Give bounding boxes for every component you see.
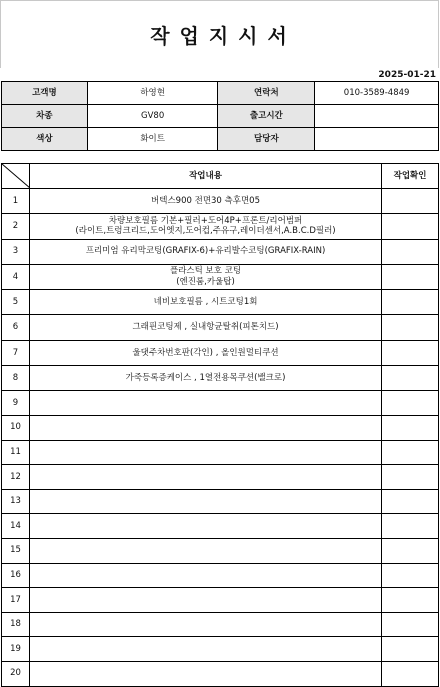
work-content-cell [29, 239, 381, 264]
table-row [2, 415, 439, 440]
release-time-label: 출고시간 [218, 105, 315, 128]
customer-value: 하영현 [87, 82, 218, 105]
work-content-cell [29, 588, 381, 613]
work-content-line: 프리미엄 유리막코팅(GRAFIX-6)+유리발수코팅(GRAFIX-RAIN) [85, 246, 326, 257]
work-content-cell [29, 415, 381, 440]
work-table-header [2, 164, 439, 189]
work-check-cell[interactable] [382, 661, 439, 686]
work-content-cell [29, 612, 381, 637]
work-content-cell [29, 514, 381, 539]
info-row [2, 105, 439, 128]
work-check-cell[interactable] [382, 391, 439, 416]
row-number: 3 [2, 239, 30, 264]
table-row [2, 239, 439, 264]
row-number: 6 [2, 315, 30, 340]
work-check-cell[interactable] [382, 239, 439, 264]
color-label: 색상 [2, 128, 88, 151]
row-number: 19 [2, 637, 30, 662]
work-content-cell [29, 264, 381, 289]
work-check-cell[interactable] [382, 637, 439, 662]
table-row [2, 340, 439, 365]
row-number: 5 [2, 290, 30, 315]
work-content-cell [29, 315, 381, 340]
row-number: 2 [2, 214, 30, 239]
table-row [2, 366, 439, 391]
table-row [2, 391, 439, 416]
work-content-cell [29, 340, 381, 365]
table-row [2, 538, 439, 563]
table-row [2, 661, 439, 686]
row-number: 9 [2, 391, 30, 416]
row-number: 20 [2, 661, 30, 686]
work-content-cell [29, 563, 381, 588]
table-row [2, 290, 439, 315]
work-content-header: 작업내용 [29, 164, 381, 189]
row-number: 11 [2, 440, 30, 465]
release-time-value [315, 105, 439, 128]
work-content-line: 플라스틱 보호 코팅 [169, 266, 242, 277]
work-content-line: 가죽등록증케이스 , 1열전용목쿠션(밸크로) [125, 372, 286, 383]
work-content-line: 차량보호필름 기본+필러+도어4P+프론트/리어범퍼 [108, 215, 303, 226]
row-number: 12 [2, 465, 30, 490]
work-content-subline: (엔진룸,카울탑) [176, 277, 235, 288]
work-check-cell[interactable] [382, 588, 439, 613]
document-date: 2025-01-21 [378, 70, 436, 80]
row-number: 1 [2, 189, 30, 214]
info-row [2, 128, 439, 151]
work-check-cell[interactable] [382, 315, 439, 340]
work-check-cell[interactable] [382, 563, 439, 588]
row-number: 17 [2, 588, 30, 613]
row-number: 18 [2, 612, 30, 637]
color-value: 화이트 [87, 128, 218, 151]
work-check-cell[interactable] [382, 538, 439, 563]
model-label: 차종 [2, 105, 88, 128]
table-row [2, 315, 439, 340]
work-content-line: 네비보호필름 , 시트코팅1회 [153, 297, 258, 308]
work-check-cell[interactable] [382, 340, 439, 365]
work-check-cell[interactable] [382, 290, 439, 315]
table-row [2, 264, 439, 289]
table-row [2, 588, 439, 613]
work-check-cell[interactable] [382, 264, 439, 289]
table-row [2, 440, 439, 465]
row-number: 13 [2, 489, 30, 514]
work-check-cell[interactable] [382, 366, 439, 391]
row-number: 10 [2, 415, 30, 440]
manager-label: 담당자 [218, 128, 315, 151]
work-content-cell [29, 440, 381, 465]
work-content-cell [29, 189, 381, 214]
table-row [2, 214, 439, 239]
row-number: 7 [2, 340, 30, 365]
table-row [2, 189, 439, 214]
row-number: 8 [2, 366, 30, 391]
work-content-cell [29, 290, 381, 315]
contact-label: 연락처 [218, 82, 315, 105]
info-table [1, 81, 439, 151]
table-row [2, 514, 439, 539]
row-number: 4 [2, 264, 30, 289]
work-content-line: 버텍스900 전면30 측후면05 [151, 195, 260, 206]
table-row [2, 563, 439, 588]
row-number: 14 [2, 514, 30, 539]
work-content-cell [29, 366, 381, 391]
work-check-cell[interactable] [382, 514, 439, 539]
row-number: 15 [2, 538, 30, 563]
contact-value: 010-3589-4849 [315, 82, 439, 105]
work-check-cell[interactable] [382, 440, 439, 465]
manager-value [315, 128, 439, 151]
table-row [2, 489, 439, 514]
work-content-cell [29, 661, 381, 686]
work-check-cell[interactable] [382, 415, 439, 440]
work-table [1, 163, 439, 687]
diagonal-header-cell [2, 164, 30, 189]
work-content-line: 울댓주차번호판(각인) , 올인원멀티쿠션 [132, 347, 279, 358]
work-content-subline: (라이트,트렁크리드,도어엣지,도어컵,주유구,레이더센서,A.B.C.D필러) [75, 226, 336, 237]
work-check-cell[interactable] [382, 465, 439, 490]
customer-label: 고객명 [2, 82, 88, 105]
work-check-cell[interactable] [382, 189, 439, 214]
work-content-cell [29, 637, 381, 662]
work-content-cell [29, 465, 381, 490]
work-check-cell[interactable] [382, 612, 439, 637]
table-row [2, 612, 439, 637]
work-check-cell[interactable] [382, 214, 439, 239]
work-content-cell [29, 214, 381, 239]
work-check-header: 작업확인 [382, 164, 439, 189]
info-row [2, 82, 439, 105]
work-content-cell [29, 391, 381, 416]
row-number: 16 [2, 563, 30, 588]
model-value: GV80 [87, 105, 218, 128]
diagonal-line [2, 164, 30, 188]
work-check-cell[interactable] [382, 489, 439, 514]
table-row [2, 637, 439, 662]
page-title: 작업지시서 [150, 24, 297, 48]
work-content-cell [29, 489, 381, 514]
work-content-line: 그래핀코팅제 , 실내항균탈취(피톤치드) [132, 322, 279, 333]
table-row [2, 465, 439, 490]
title-box [0, 0, 439, 68]
work-content-cell [29, 538, 381, 563]
